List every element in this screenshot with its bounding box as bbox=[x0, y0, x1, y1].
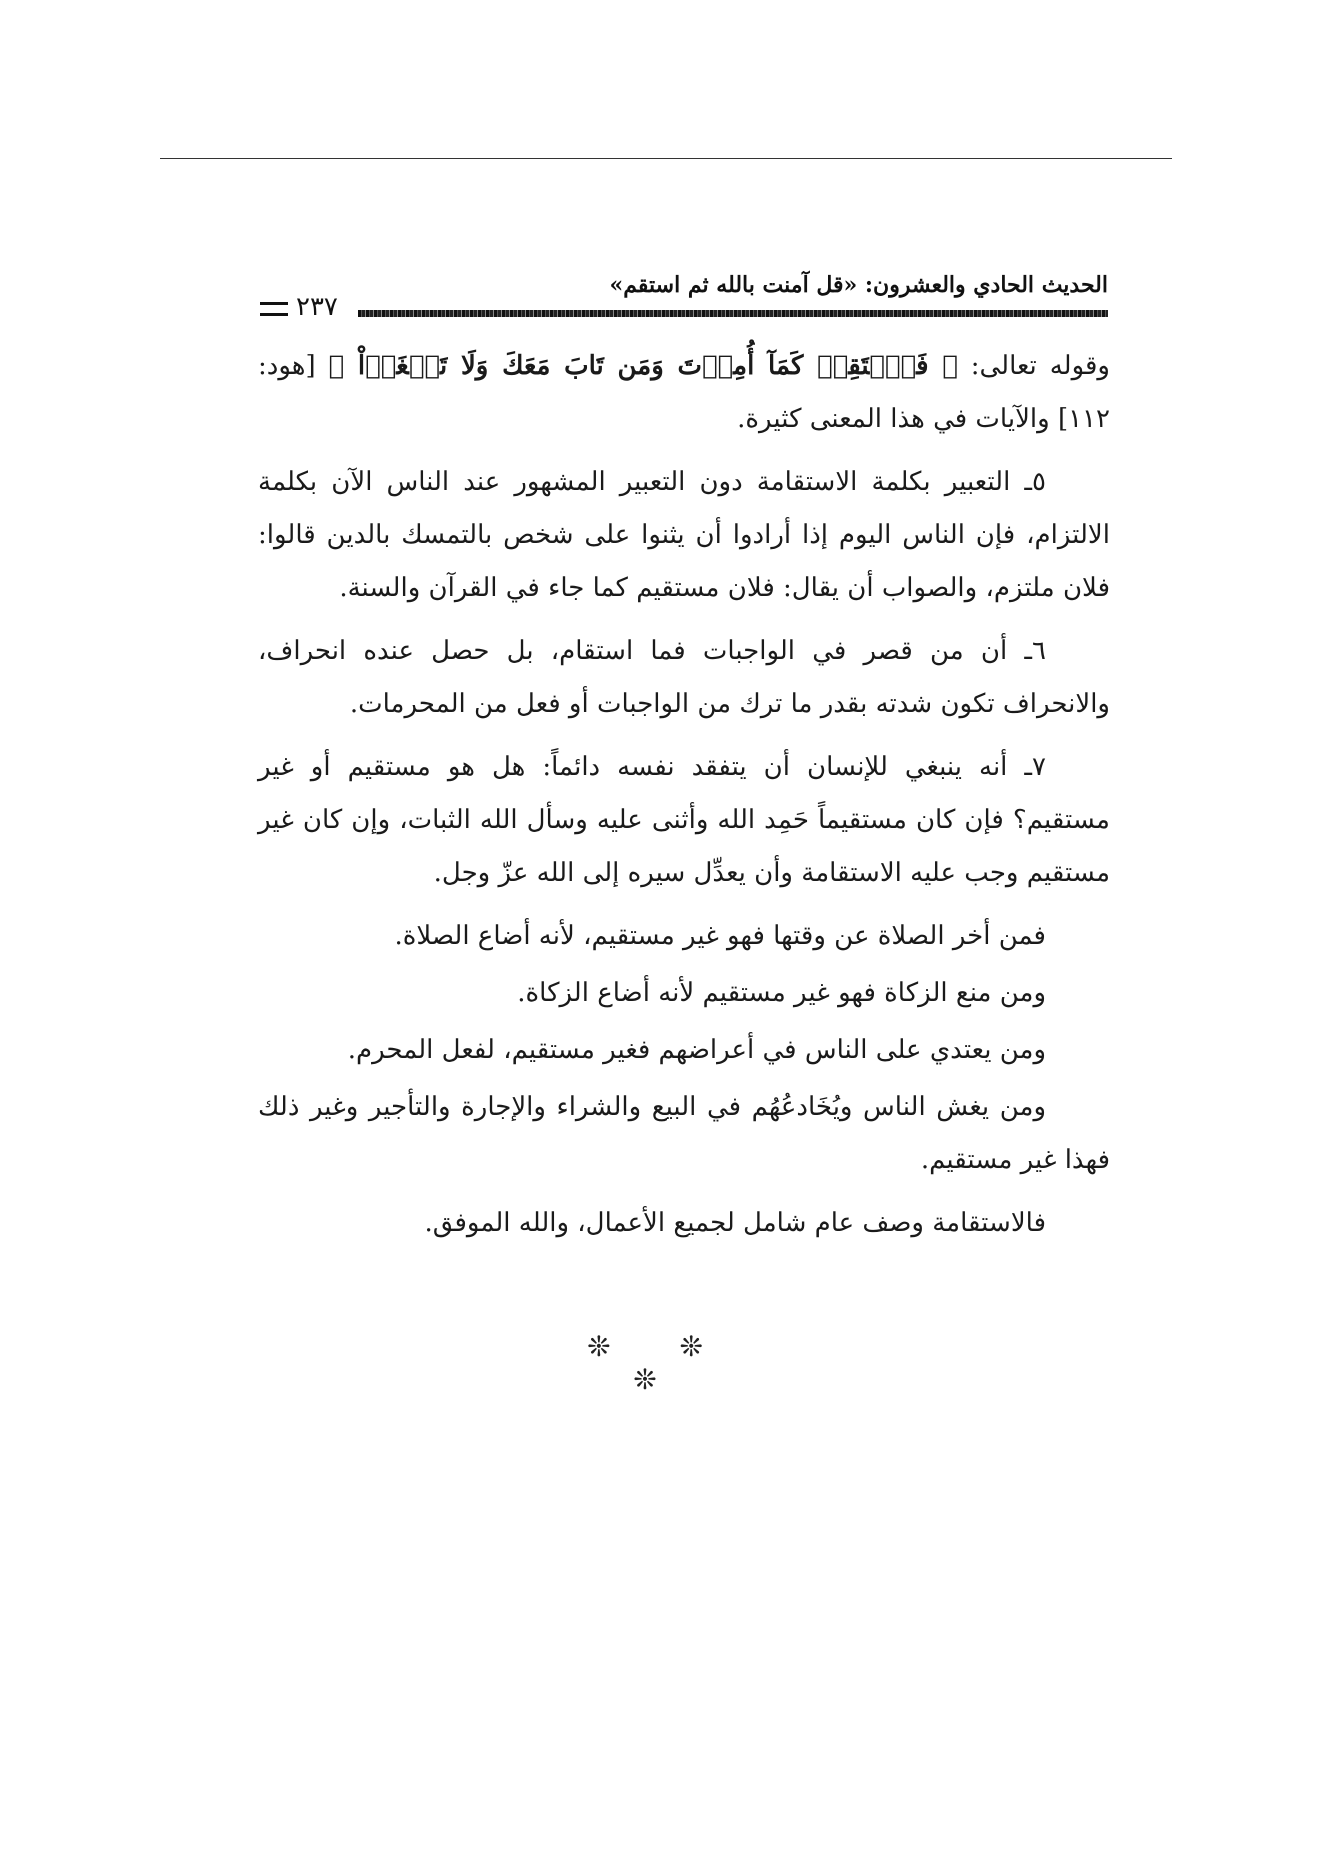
paragraph-point-5: ٥ـ التعبير بكلمة الاستقامة دون التعبير المشهور عند الناس الآن بكلمة الالتزام، فإن الناس اليوم إذا أرادوا أن يثنوا على شخص بالتمسك بالدين قالوا: فلان ملتزم، والصواب أن يقال: فلان مستقيم كما جاء في القرآن والسنة. bbox=[258, 467, 1110, 603]
page-number: ٢٣٧ bbox=[296, 292, 338, 322]
paragraph-example-cheating: ومن يغش الناس ويُخَادعُهُم في البيع والشراء والإجارة والتأجير وغير ذلك فهذا غير مستقيم. bbox=[258, 1092, 1110, 1175]
verse-intro: وقوله تعالى: bbox=[957, 351, 1110, 381]
paragraph-example-zakat: ومن منع الزكاة فهو غير مستقيم لأنه أضاع الزكاة. bbox=[517, 978, 1046, 1008]
paragraph-quran-verse bbox=[258, 340, 1110, 446]
paragraph-point-6: ٦ـ أن من قصر في الواجبات فما استقام، بل حصل عنده انحراف، والانحراف تكون شدته بقدر ما ترك من الواجبات أو فعل من المحرمات. bbox=[258, 636, 1110, 719]
quran-verse: ﴿ فَٱسۡتَقِمۡ كَمَآ أُمِرۡتَ وَمَن تَابَ مَعَكَ وَلَا تَطۡغَوۡاْ ﴾ bbox=[328, 351, 958, 381]
section-separator-icon: ❊ ❊ ❊ bbox=[587, 1330, 733, 1396]
paragraph-conclusion: فالاستقامة وصف عام شامل لجميع الأعمال، والله الموفق. bbox=[424, 1208, 1046, 1238]
header-title: الحديث الحادي والعشرون: «قل آمنت بالله ثم استقم» bbox=[609, 272, 1108, 298]
paragraph-example-honor: ومن يعتدي على الناس في أعراضهم فغير مستقيم، لفعل المحرم. bbox=[347, 1035, 1046, 1065]
header-rule bbox=[358, 310, 1108, 317]
paragraph-point-7: ٧ـ أنه ينبغي للإنسان أن يتفقد نفسه دائماً: هل هو مستقيم أو غير مستقيم؟ فإن كان مستقيماً حَمِد الله وأثنى عليه وسأل الله الثبات، وإن كان غير مستقيم وجب عليه الاستقامة وأن يعدِّل سيره إلى الله عزّ وجل. bbox=[258, 752, 1110, 888]
top-rule bbox=[160, 158, 1172, 159]
running-header bbox=[260, 272, 1108, 328]
body-text bbox=[258, 340, 1110, 1254]
header-double-rule-icon bbox=[260, 302, 288, 316]
paragraph-example-prayer: فمن أخر الصلاة عن وقتها فهو غير مستقيم، لأنه أضاع الصلاة. bbox=[394, 921, 1046, 951]
verse-reference: [هود: ١١٢] والآيات في هذا المعنى كثيرة. bbox=[258, 351, 1110, 434]
